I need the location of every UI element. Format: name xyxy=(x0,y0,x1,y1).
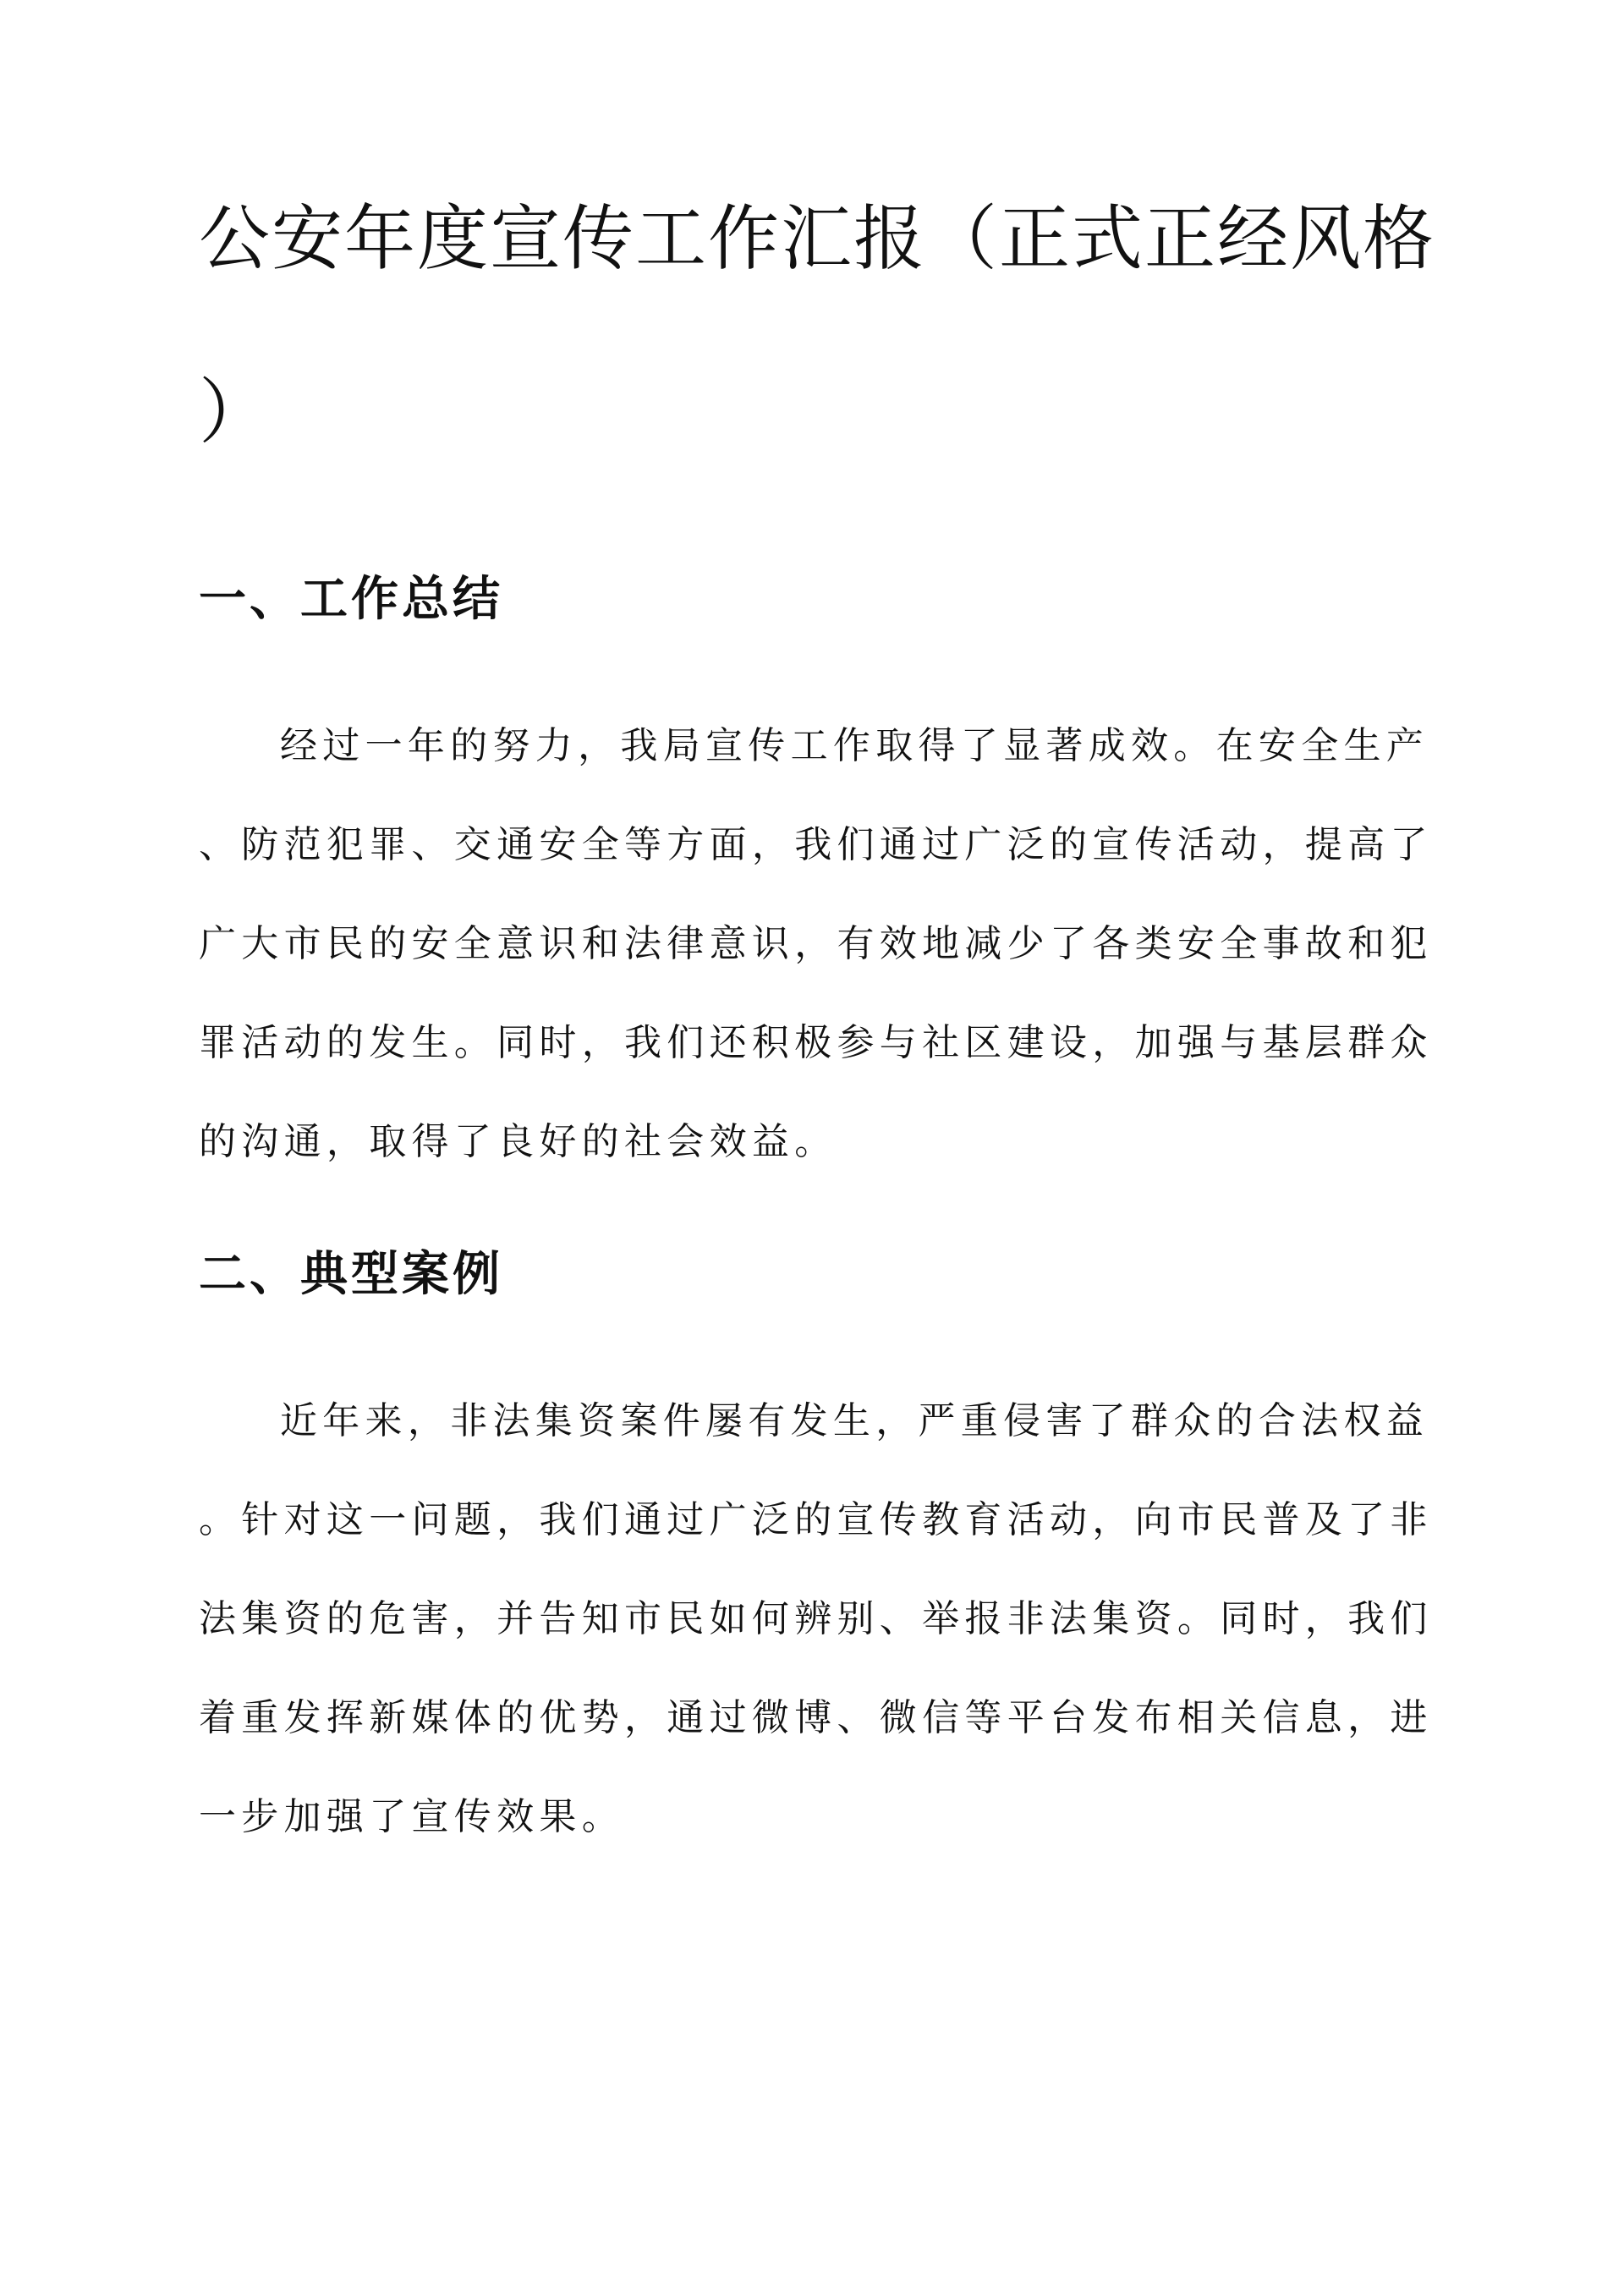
paragraph-line: 广大市民的安全意识和法律意识，有效地减少了各类安全事故和犯 xyxy=(199,922,1433,965)
paragraph-line: 、防范犯罪、交通安全等方面，我们通过广泛的宣传活动，提高了 xyxy=(199,823,1433,866)
paragraph-line: 罪活动的发生。同时，我们还积极参与社区建设，加强与基层群众 xyxy=(199,1021,1433,1064)
document-title-line-1: 公安年度宣传工作汇报（正式正经风格 xyxy=(199,197,1436,280)
paragraph-line: 。针对这一问题，我们通过广泛的宣传教育活动，向市民普及了非 xyxy=(199,1498,1433,1541)
paragraph-line: 近年来，非法集资案件屡有发生，严重侵害了群众的合法权益 xyxy=(280,1399,1429,1442)
paragraph-line: 着重发挥新媒体的优势，通过微博、微信等平台发布相关信息，进 xyxy=(199,1696,1433,1739)
paragraph-line: 经过一年的努力，我局宣传工作取得了显著成效。在安全生产 xyxy=(280,724,1429,767)
section-heading-work-summary: 一、工作总结 xyxy=(199,571,503,627)
paragraph-line: 法集资的危害，并告知市民如何辨别、举报非法集资。同时，我们 xyxy=(199,1597,1433,1640)
section-heading-typical-cases: 二、典型案例 xyxy=(199,1246,503,1302)
document-title-line-2: ） xyxy=(199,371,272,453)
paragraph-line: 一步加强了宣传效果。 xyxy=(199,1795,624,1838)
paragraph-line: 的沟通，取得了良好的社会效益。 xyxy=(199,1120,837,1163)
